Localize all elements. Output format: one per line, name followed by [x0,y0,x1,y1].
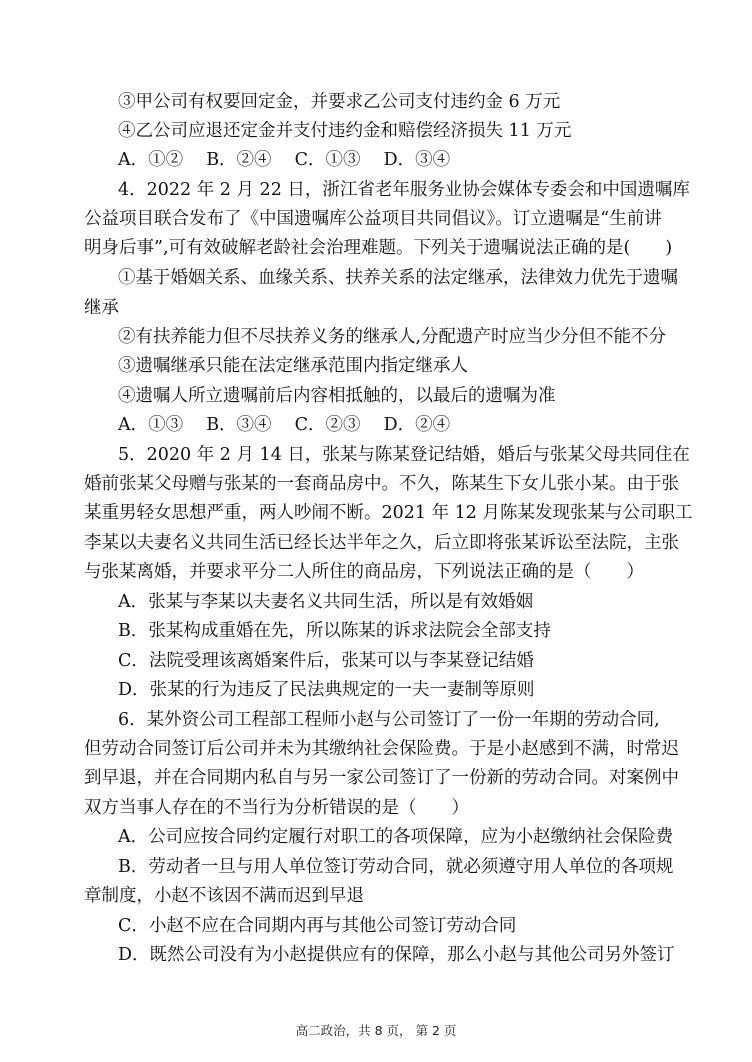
q5-stem-line-3: 某重男轻女思想严重，两人吵闹不断。2021 年 12 月陈某发现张某与公司职工 [84,503,693,523]
q4-statement-1-cont: 继承 [84,298,119,318]
option-line-3: ③甲公司有权要回定金，并要求乙公司支付违约金 6 万元 [118,92,561,112]
q6-option-d: D．既然公司没有为小赵提供应有的保障，那么小赵与其他公司另外签订 [118,945,675,965]
q4-statement-1: ①基于婚姻关系、血缘关系、扶养关系的法定继承，法律效力优先于遗嘱 [118,268,678,288]
q4-statement-3: ③遗嘱继承只能在法定继承范围内指定继承人 [118,356,468,376]
q5-stem-line-2: 婚前张某父母赠与张某的一套商品房中。不久，陈某生下女儿张小某。由于张 [84,474,679,494]
q5-option-d: D．张某的行为违反了民法典规定的一夫一妻制等原则 [118,680,535,700]
q4-answer-choices: A．①③ B．③④ C．②③ D．②④ [118,415,451,435]
q4-stem-line-3: 明身后事”,可有效破解老龄社会治理难题。下列关于遗嘱说法正确的是( ) [84,238,673,258]
q4-stem-line-1: 4．2022 年 2 月 22 日，浙江省老年服务业协会媒体专委会和中国遗嘱库 [118,180,690,200]
option-line-4: ④乙公司应退还定金并支付违约金和赔偿经济损失 11 万元 [118,121,572,141]
q4-statement-4: ④遗嘱人所立遗嘱前后内容相抵触的，以最后的遗嘱为准 [118,386,556,406]
q6-option-b: B．劳动者一旦与用人单位签订劳动合同，就必须遵守用人单位的各项规 [118,857,674,877]
q5-option-b: B．张某构成重婚在先，所以陈某的诉求法院会全部支持 [118,621,551,641]
q5-stem-line-5: 与张某离婚，并要求平分二人所住的商品房，下列说法正确的是（ ） [84,562,644,582]
q6-stem-line-4: 双方当事人存在的不当行为分析错误的是（ ） [84,798,469,818]
q4-statement-2: ②有扶养能力但不尽扶养义务的继承人,分配遗产时应当少分但不能不分 [118,327,667,347]
q3-answer-choices: A．①② B．②④ C．①③ D．③④ [118,150,451,170]
q6-option-a: A．公司应按合同约定履行对职工的各项保障，应为小赵缴纳社会保险费 [118,827,674,847]
page-footer: 高二政治，共 8 页， 第 2 页 [295,1023,457,1038]
q5-stem-line-4: 李某以夫妻名义共同生活已经长达半年之久，后立即将张某诉讼至法院，主张 [84,533,679,553]
q5-option-a: A．张某与李某以夫妻名义共同生活，所以是有效婚姻 [118,592,534,612]
q6-option-c: C．小赵不应在合同期内再与其他公司签订劳动合同 [118,916,517,936]
q6-stem-line-1: 6．某外资公司工程部工程师小赵与公司签订了一份一年期的劳动合同, [118,710,660,730]
q6-stem-line-2: 但劳动合同签订后公司并未为其缴纳社会保险费。于是小赵感到不满，时常迟 [84,739,679,759]
q5-option-c: C．法院受理该离婚案件后，张某可以与李某登记结婚 [118,651,534,671]
q4-stem-line-2: 公益项目联合发布了《中国遗嘱库公益项目共同倡议》。订立遗嘱是“生前讲 [84,209,662,229]
q6-stem-line-3: 到早退，并在合同期内私自与另一家公司签订了一份新的劳动合同。对案例中 [84,768,679,788]
q6-option-b-cont: 章制度，小赵不该因不满而迟到早退 [84,886,364,906]
q5-stem-line-1: 5．2020 年 2 月 14 日，张某与陈某登记结婚，婚后与张某父母共同住在 [118,445,690,465]
